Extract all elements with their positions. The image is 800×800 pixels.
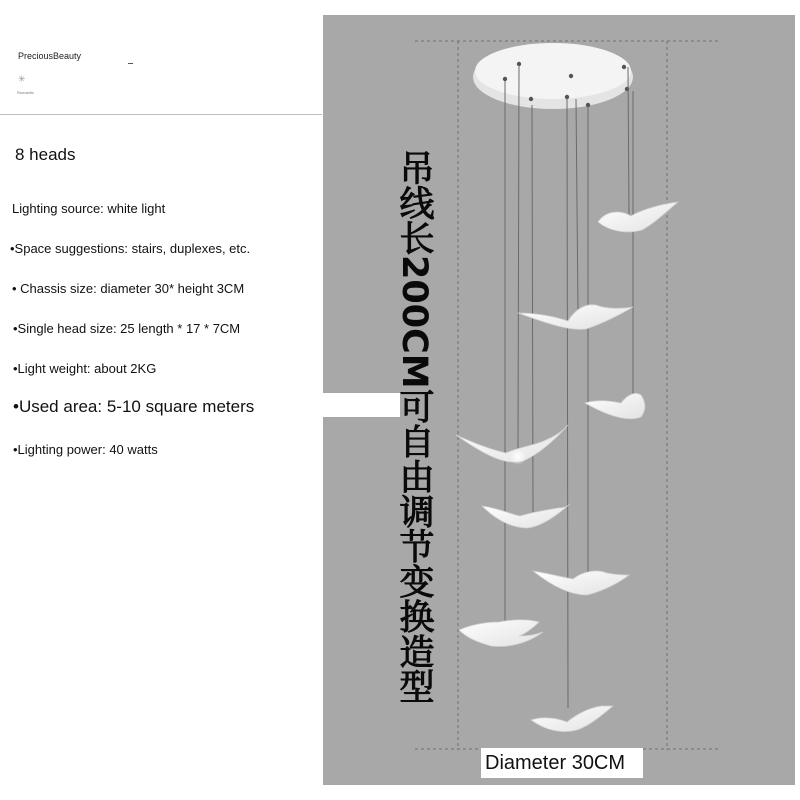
spec-item: •Used area: 5-10 square meters xyxy=(13,397,255,416)
spec-item: Lighting source: white light xyxy=(12,201,166,216)
cable-length-caption: 吊线长200CM可自由调节变换造型 xyxy=(394,150,434,704)
brand-tagline: Romantic xyxy=(17,90,34,95)
bird-shade xyxy=(531,706,613,732)
bird-shade xyxy=(585,393,645,418)
spec-item: •Space suggestions: stairs, duplexes, etc. xyxy=(10,241,251,256)
dimension-lines xyxy=(415,41,718,750)
ceiling-canopy xyxy=(473,43,633,109)
star-icon: ✳ xyxy=(18,74,26,84)
bird-shade xyxy=(533,571,629,595)
bird-shade xyxy=(482,504,570,528)
spec-item: •Single head size: 25 length * 17 * 7CM xyxy=(13,321,241,336)
diameter-label: Diameter 30CM xyxy=(481,748,643,778)
bird-shade xyxy=(598,202,678,232)
bird-shade xyxy=(518,305,633,330)
spec-item: • Chassis size: diameter 30* height 3CM xyxy=(12,281,245,296)
spec-item: •Light weight: about 2KG xyxy=(13,361,157,376)
brand-name: PreciousBeauty xyxy=(18,51,82,61)
bird-shade xyxy=(459,620,543,647)
bird-shade xyxy=(456,425,568,465)
brand-header xyxy=(0,0,322,115)
specs-heading: 8 heads xyxy=(15,145,76,164)
divider xyxy=(128,63,133,64)
suspension-cables xyxy=(505,65,633,708)
spec-item: •Lighting power: 40 watts xyxy=(13,442,158,457)
